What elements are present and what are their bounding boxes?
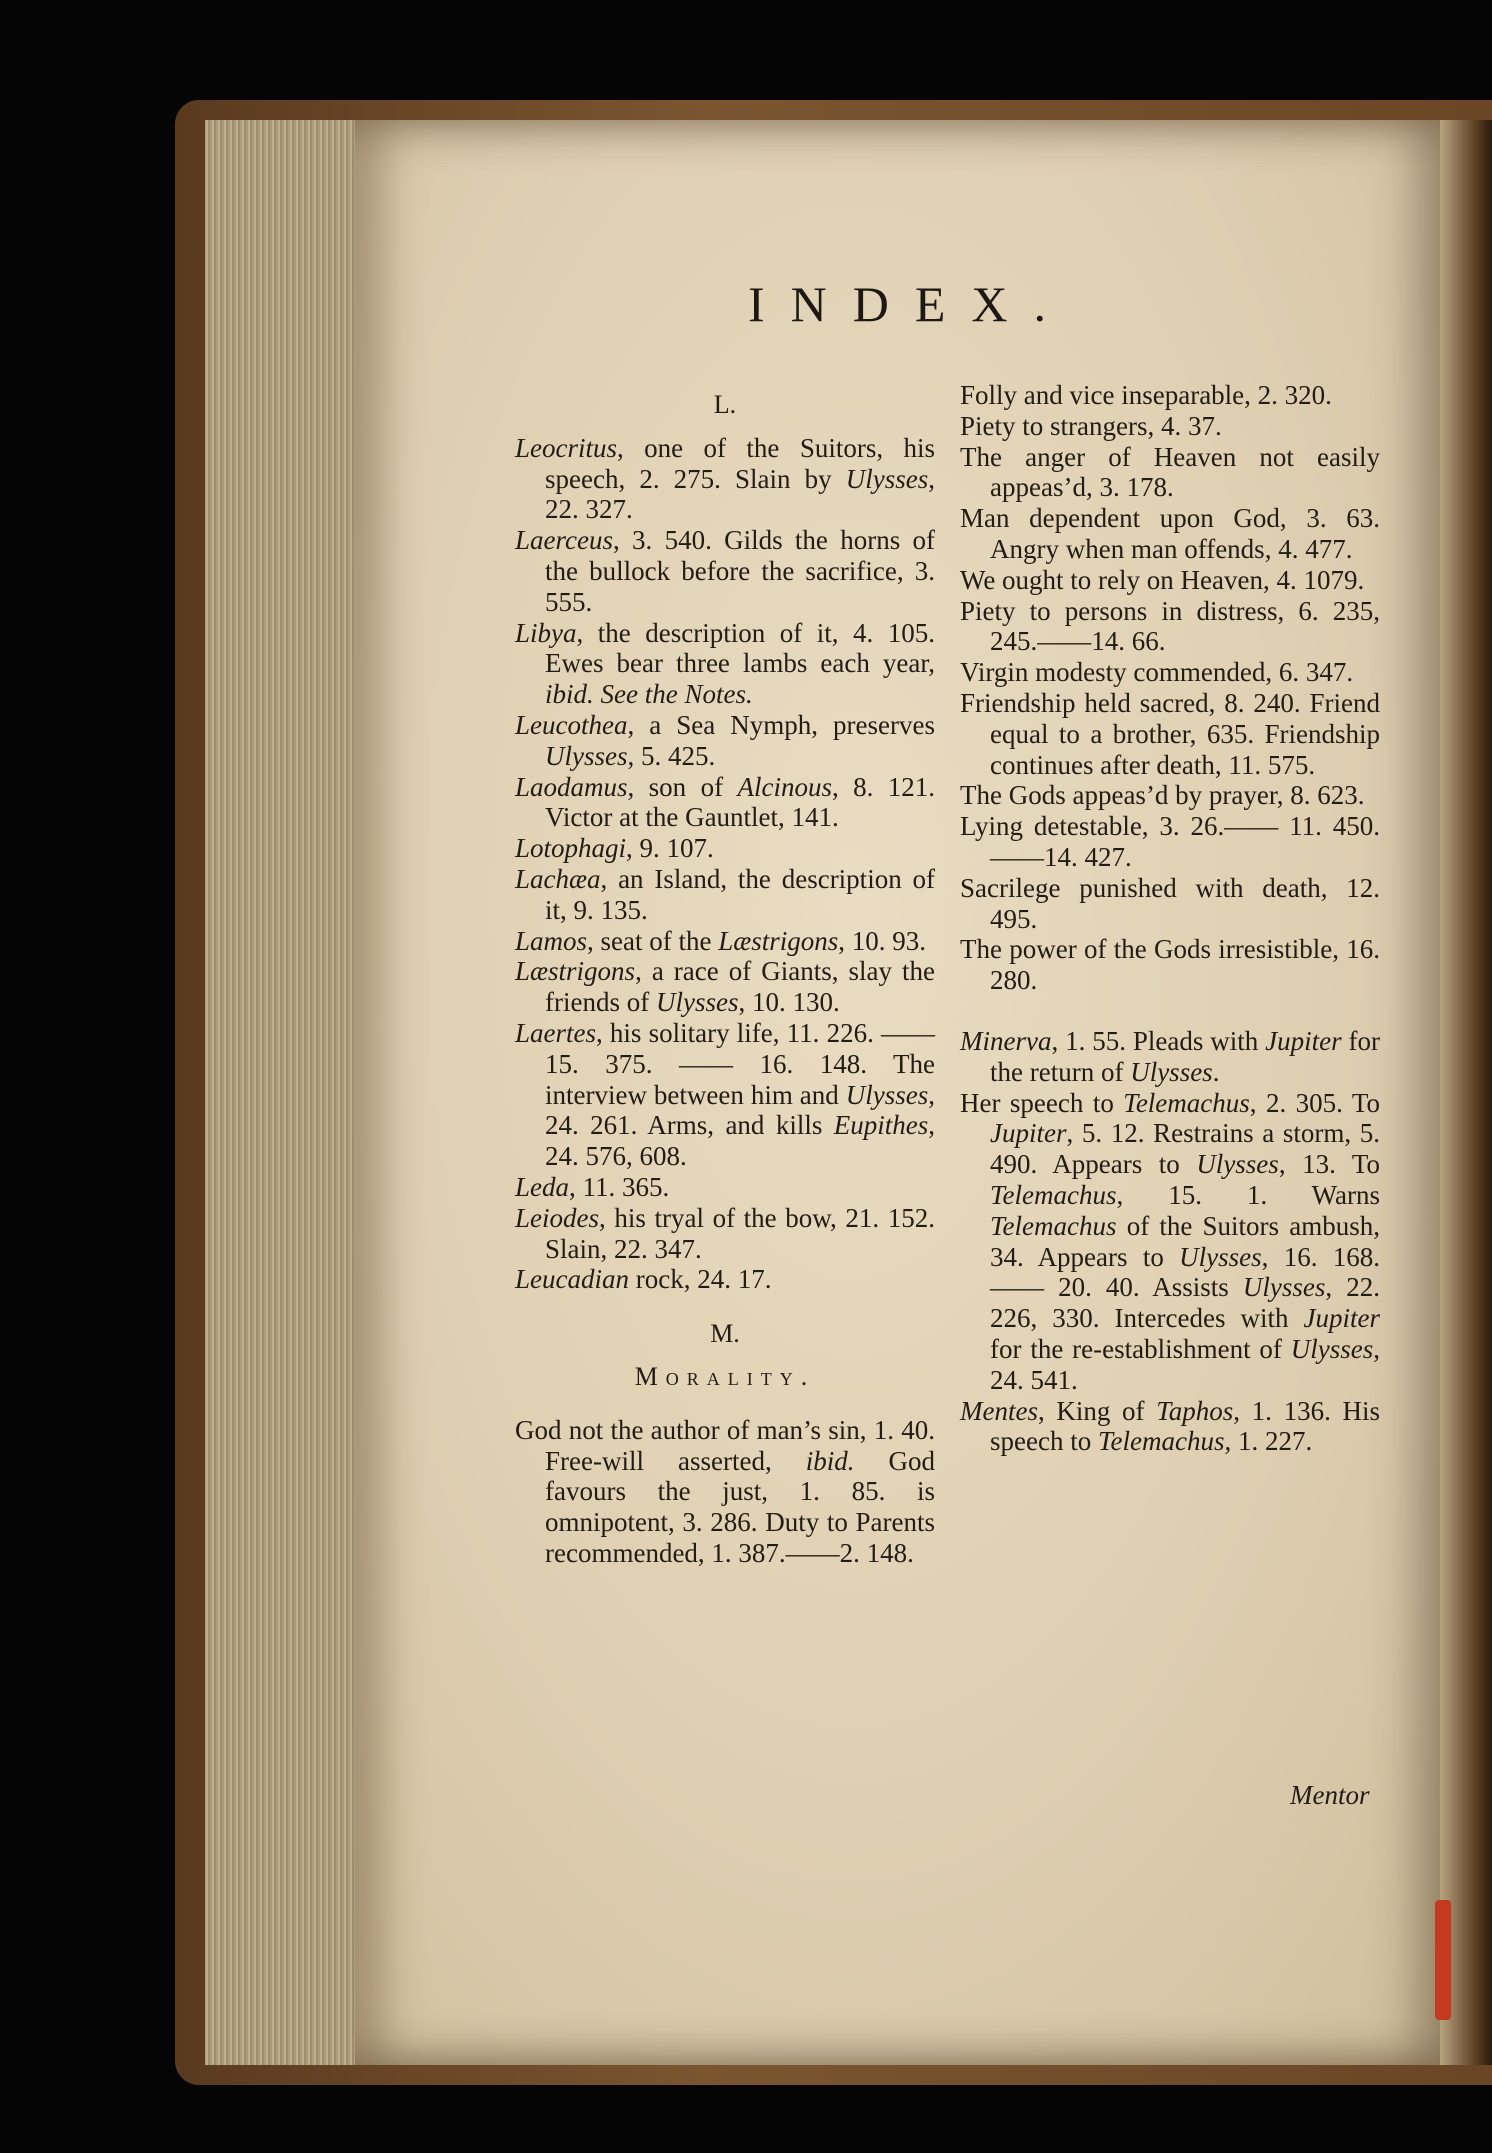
page-title: INDEX. [747, 276, 1073, 332]
index-entry: Her speech to Telemachus, 2. 305. To Jupiter, 5. 12. Restrains a storm, 5. 490. Appears to Ulysses, 13. To Telemachus, 15. 1. Warns Telemachus of the Suitors ambush, 34. Appears to Ulysses, 16. 168. —— 20. 40. Assists Ulysses, 22. 226, 330. Intercedes with Jupiter for the re-establishment of Ulysses, 24. 541. [960, 1087, 1380, 1395]
index-entry: Minerva, 1. 55. Pleads with Jupiter for the return of Ulysses. [960, 1025, 1380, 1087]
page-edges [205, 120, 375, 2065]
index-entry: Piety to strangers, 4. 37. [960, 410, 1222, 441]
index-entry: Lamos, seat of the Læstrigons, 10. 93. [515, 925, 927, 956]
index-entry: God not the author of man’s sin, 1. 40. Free-will asserted, ibid. God favours the just, 1. 85. is omnipotent, 3. 286. Duty to Parents recommended, 1. 387.——2. 148. [515, 1414, 935, 1568]
index-entry: The power of the Gods irresistible, 16. 280. [960, 934, 1380, 996]
section-letter-m: M. [710, 1319, 740, 1349]
index-entry: Laodamus, son of Alcinous, 8. 121. Victor at the Gauntlet, 141. [515, 771, 936, 833]
index-entry: Sacrilege punished with death, 12. 495. [960, 872, 1380, 934]
index-entry: The Gods appeas’d by prayer, 8. 623. [960, 780, 1365, 811]
index-entry: The anger of Heaven not easily appeas’d, 3. 178. [960, 441, 1380, 503]
index-entry: Lying detestable, 3. 26.—— 11. 450.——14. 427. [960, 811, 1380, 872]
index-entry: Folly and vice inseparable, 2. 320. [960, 380, 1332, 410]
index-entry: Laertes, his solitary life, 11. 226. —— 15. 375. —— 16. 148. The interview between him and Ulysses, 24. 261. Arms, and kills Eupithes, 24. 576, 608. [515, 1017, 935, 1172]
index-entry: Leucadian rock, 24. 17. [515, 1264, 772, 1295]
index-entry: Friendship held sacred, 8. 240. Friend equal to a brother, 635. Friendship continues after death, 11. 575. [960, 687, 1380, 780]
index-entry: Libya, the description of it, 4. 105. Ewes bear three lambs each year, ibid. See the Notes. [515, 617, 935, 710]
index-entry: Lotophagi, 9. 107. [515, 833, 714, 864]
right-entries-2 [960, 1026, 1380, 1457]
index-entry: Leda, 11. 365. [515, 1171, 670, 1202]
index-entry: Leucothea, a Sea Nymph, preserves Ulysses, 5. 425. [515, 709, 935, 771]
index-entry: Piety to persons in distress, 6. 235, 245.——14. 66. [960, 595, 1380, 657]
index-entry: Virgin modesty commended, 6. 347. [960, 657, 1354, 688]
left-entries-2 [515, 1415, 935, 1569]
index-entry: Lachæa, an Island, the description of it, 9. 135. [515, 863, 935, 925]
page-gutter [1440, 120, 1492, 2065]
index-entry: Leiodes, his tryal of the bow, 21. 152. Slain, 22. 347. [515, 1202, 935, 1264]
section-heading-morality: Morality. [634, 1361, 816, 1391]
index-entry: Leocritus, one of the Suitors, his speech, 2. 275. Slain by Ulysses, 22. 327. [515, 432, 935, 525]
index-entry: Laerceus, 3. 540. Gilds the horns of the bullock before the sacrifice, 3. 555. [515, 525, 935, 617]
index-entry: We ought to rely on Heaven, 4. 1079. [960, 564, 1365, 595]
index-entry: Mentes, King of Taphos, 1. 136. His speech to Telemachus, 1. 227. [960, 1395, 1380, 1457]
right-column [960, 380, 1380, 1457]
section-letter-l: L. [713, 390, 737, 419]
index-entry: Man dependent upon God, 3. 63. Angry when man offends, 4. 477. [960, 503, 1380, 564]
left-column [515, 380, 935, 1569]
right-entries [960, 380, 1380, 996]
left-entries [515, 433, 935, 1295]
index-entry: Læstrigons, a race of Giants, slay the friends of Ulysses, 10. 130. [515, 956, 935, 1018]
red-marker [1435, 1900, 1451, 2020]
catchword: Mentor [1290, 1780, 1370, 1810]
